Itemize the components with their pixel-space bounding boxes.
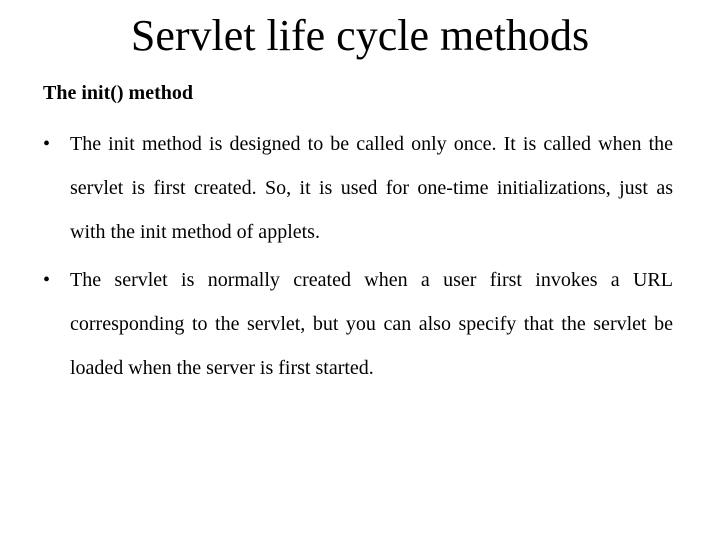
bullet-marker: •: [43, 133, 51, 155]
bullet-text: The init method is designed to be called only once. It is called when the servlet is first created. So, it is used for one-time initializations, just as with the init method of applets.: [70, 133, 673, 243]
bullet-list: [43, 122, 673, 394]
section-heading: The init() method: [43, 82, 193, 104]
bullet-item: [43, 258, 673, 390]
slide-title: Servlet life cycle methods: [130, 11, 590, 60]
bullet-item: [43, 122, 673, 254]
bullet-text: The servlet is normally created when a user first invokes a URL corresponding to the servlet, but you can also specify that the servlet be loaded when the server is first started.: [70, 269, 673, 379]
bullet-marker: •: [43, 269, 51, 291]
